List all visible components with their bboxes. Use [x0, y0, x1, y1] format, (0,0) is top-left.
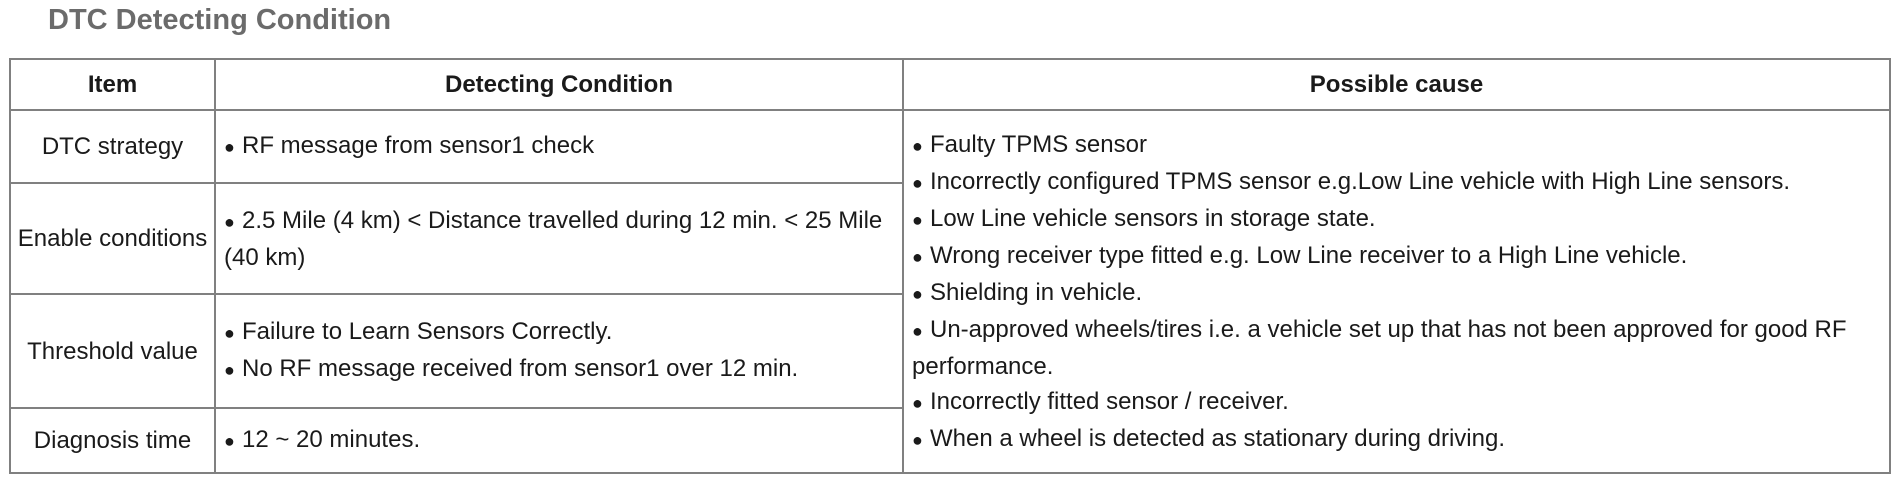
- header-detecting-condition: Detecting Condition: [215, 59, 903, 110]
- condition-line: [224, 351, 896, 388]
- condition-cell: [215, 408, 903, 473]
- condition-line: [224, 314, 896, 351]
- bullet-icon: ●: [912, 430, 923, 450]
- cause-text: Un-approved wheels/tires i.e. a vehicle set up that has not been approved for good RF performance.: [912, 316, 1847, 380]
- cause-line: [912, 384, 1879, 421]
- condition-text: No RF message received from sensor1 over 12 min.: [242, 355, 799, 382]
- cause-text: Shielding in vehicle.: [930, 279, 1143, 306]
- cause-text: Wrong receiver type fitted e.g. Low Line receiver to a High Line vehicle.: [930, 242, 1688, 269]
- cause-text: Incorrectly configured TPMS sensor e.g.Low Line vehicle with High Line sensors.: [930, 168, 1790, 195]
- condition-text: RF message from sensor1 check: [242, 132, 595, 159]
- table-header-row: [10, 59, 1890, 110]
- condition-text: 2.5 Mile (4 km) < Distance travelled during 12 min. < 25 Mile (40 km): [224, 206, 883, 271]
- bullet-icon: ●: [224, 431, 235, 451]
- page-title: DTC Detecting Condition: [48, 4, 392, 36]
- condition-cell: [215, 183, 903, 294]
- cause-line: [912, 421, 1879, 458]
- cause-text: Faulty TPMS sensor: [930, 131, 1147, 158]
- bullet-icon: ●: [224, 137, 235, 157]
- cause-line: [912, 201, 1879, 238]
- item-cell: Diagnosis time: [10, 408, 215, 473]
- condition-text: Failure to Learn Sensors Correctly.: [242, 318, 613, 345]
- bullet-icon: ●: [912, 393, 923, 413]
- bullet-icon: ●: [912, 173, 923, 193]
- cause-text: Low Line vehicle sensors in storage state.: [930, 205, 1376, 232]
- condition-cell: [215, 110, 903, 183]
- bullet-icon: ●: [912, 210, 923, 230]
- condition-line: [224, 203, 896, 275]
- bullet-icon: ●: [224, 323, 235, 343]
- cause-line: [912, 312, 1879, 384]
- bullet-icon: ●: [224, 360, 235, 380]
- header-item: Item: [10, 59, 215, 110]
- bullet-icon: ●: [912, 136, 923, 156]
- cause-text: When a wheel is detected as stationary during driving.: [930, 425, 1505, 452]
- condition-line: [224, 422, 896, 459]
- table-row: [10, 110, 1890, 183]
- item-cell: Enable conditions: [10, 183, 215, 294]
- cause-text: Incorrectly fitted sensor / receiver.: [930, 388, 1289, 415]
- cause-line: [912, 127, 1879, 164]
- item-cell: DTC strategy: [10, 110, 215, 183]
- possible-cause-cell: [903, 110, 1890, 473]
- condition-text: 12 ~ 20 minutes.: [242, 426, 421, 453]
- cause-line: [912, 275, 1879, 312]
- dtc-condition-table: [9, 58, 1891, 474]
- bullet-icon: ●: [912, 284, 923, 304]
- bullet-icon: ●: [912, 321, 923, 341]
- bullet-icon: ●: [912, 247, 923, 267]
- cause-line: [912, 238, 1879, 275]
- cause-line: [912, 164, 1879, 201]
- header-possible-cause: Possible cause: [903, 59, 1890, 110]
- condition-cell: [215, 294, 903, 408]
- item-cell: Threshold value: [10, 294, 215, 408]
- condition-line: [224, 128, 896, 165]
- bullet-icon: ●: [224, 211, 235, 232]
